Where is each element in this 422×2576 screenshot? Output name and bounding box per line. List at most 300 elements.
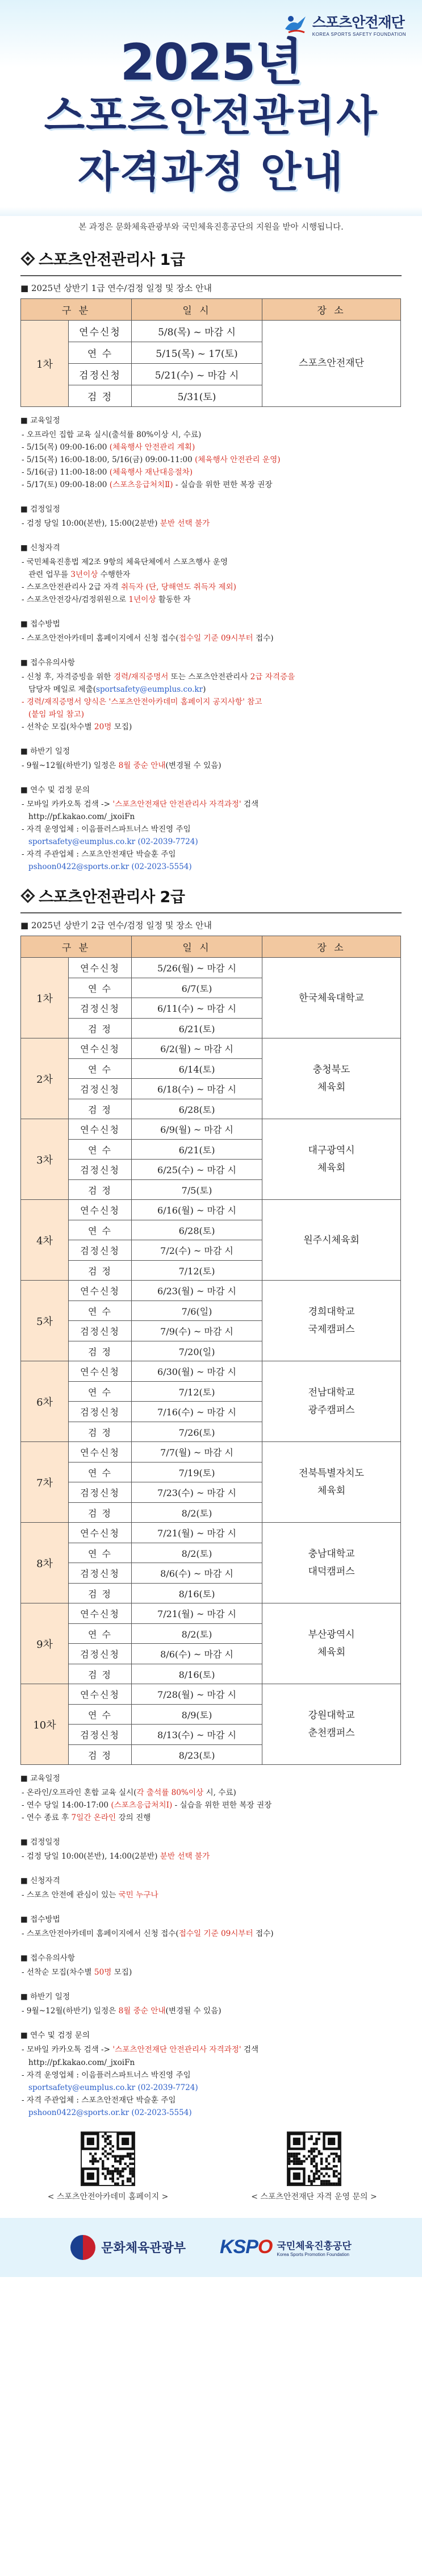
- info-text: - 5/15(목) 09:00-16:00: [22, 443, 110, 452]
- session-date: 6/30(월) ~ 마감 시: [132, 1361, 262, 1382]
- table-row: [21, 1038, 401, 1059]
- session-step: 연수신청: [69, 1603, 132, 1624]
- session-date: 8/2(토): [132, 1502, 262, 1523]
- info-text: 시, 수료): [203, 1788, 236, 1798]
- info-line: [20, 848, 402, 861]
- place-line: 대덕캠퍼스: [308, 1565, 355, 1577]
- session-step: 연 수: [69, 1462, 132, 1482]
- session-date: 8/13(수) ~ 마감 시: [132, 1725, 262, 1745]
- table-row: [21, 1200, 401, 1220]
- place-line: 체육회: [317, 1646, 346, 1658]
- info-text: 분반 선택 불가: [160, 519, 210, 529]
- session-date: 8/16(토): [132, 1583, 262, 1603]
- info-text: - 실습을 위한 편한 복장 권장: [172, 1801, 272, 1810]
- info-line: [20, 721, 402, 733]
- session-date: 6/28(토): [132, 1220, 262, 1240]
- info-text: 접수일 기준 09시부터: [178, 1929, 253, 1939]
- qr-academy[interactable]: [23, 2132, 193, 2202]
- grade2-heading: [20, 884, 402, 907]
- info-text: - 자격 주관업체 : 스포츠안전재단 박슬훈 주임: [22, 2095, 176, 2105]
- qr-inquiry-caption: < 스포츠안전재단 자격 운영 문의 >: [251, 2192, 377, 2201]
- info-text: - 9월~12월(하반기) 일정은: [22, 2006, 119, 2016]
- session-step: 검정신청: [69, 1563, 132, 1584]
- grade2-table-caption: ■ 2025년 상반기 2급 연수/검정 일정 및 장소 안내: [20, 919, 402, 931]
- grade1-section: [0, 247, 422, 873]
- info-text: - 스포츠안전아카데미 홈페이지에서 신청 접수(: [22, 634, 179, 643]
- info-block: [20, 656, 402, 733]
- info-text: - 검정 당일 10:00(본반), 14:00(2분반): [22, 1852, 160, 1862]
- info-text: (체육행사 안전관리 계획): [109, 443, 195, 452]
- info-line: [20, 1786, 402, 1799]
- table-row: [21, 958, 401, 978]
- info-heading: ■ 하반기 일정: [20, 1990, 402, 2001]
- info-text: - 경력/재직증명서 양식은 '스포츠안전아카데미 홈페이지 공지사항' 참고: [22, 697, 262, 707]
- info-text: 경력/재직증명서: [113, 672, 169, 682]
- session-place: [262, 1442, 401, 1523]
- info-text: 1년이상: [128, 595, 156, 605]
- session-step: 검 정: [69, 385, 132, 407]
- session-date: 7/16(수) ~ 마감 시: [132, 1402, 262, 1422]
- info-text: - 자격 주관업체 : 스포츠안전재단 박슬훈 주임: [22, 850, 176, 859]
- session-step: 검 정: [69, 1341, 132, 1361]
- session-step: 연수신청: [69, 1684, 132, 1705]
- session-number: 7차: [21, 1442, 69, 1523]
- info-text: 수행한자: [98, 570, 131, 580]
- session-date: 5/15(목) ~ 17(토): [132, 342, 262, 364]
- info-text: sportsafety@eumplus.co.kr (02-2039-7724): [28, 837, 198, 847]
- session-step: 검정신청: [69, 1079, 132, 1099]
- grade2-title: 스포츠안전관리사 2급: [39, 888, 185, 907]
- session-date: 7/12(토): [132, 1260, 262, 1281]
- session-step: 연수신청: [69, 958, 132, 978]
- place-line: 춘천캠퍼스: [308, 1727, 355, 1739]
- info-line: [20, 581, 402, 593]
- place-line: 충남대학교: [308, 1548, 355, 1560]
- info-text: 취득자 (단, 당해연도 취득자 제외): [120, 583, 236, 592]
- info-text: 2급 자격증을: [250, 672, 295, 682]
- info-text: (붙임 파일 참고): [28, 710, 85, 720]
- grade1-table-caption: ■ 2025년 상반기 1급 연수/검정 일정 및 장소 안내: [20, 282, 402, 294]
- info-block: [20, 1874, 402, 1901]
- session-step: 연수신청: [69, 1523, 132, 1543]
- logo-name-en: KOREA SPORTS SAFETY FOUNDATION: [312, 32, 406, 37]
- session-date: 7/12(토): [132, 1381, 262, 1402]
- qr-academy-caption: < 스포츠안전아카데미 홈페이지 >: [47, 2192, 169, 2201]
- session-date: 7/21(월) ~ 마감 시: [132, 1523, 262, 1543]
- place-line: 대구광역시: [308, 1145, 355, 1157]
- grade2-schedule-table: [20, 936, 401, 1765]
- info-heading: ■ 접수유의사항: [20, 1951, 402, 1963]
- session-step: 검 정: [69, 1583, 132, 1603]
- session-date: 6/21(토): [132, 1139, 262, 1160]
- qr-code-icon[interactable]: [287, 2132, 341, 2186]
- info-text: (스포츠응급처치Ⅱ): [109, 480, 173, 490]
- session-step: 검 정: [69, 1099, 132, 1119]
- info-text: '스포츠안전재단 안전관리사 자격과정': [112, 800, 241, 809]
- info-text: 국민 누구나: [118, 1891, 158, 1900]
- session-date: 8/9(토): [132, 1704, 262, 1725]
- info-line: [20, 683, 402, 696]
- session-place: [262, 1119, 401, 1200]
- session-date: 6/21(토): [132, 1018, 262, 1038]
- mcst-logo: [70, 2235, 186, 2260]
- session-place: [262, 1684, 401, 1765]
- place-line: 스포츠안전재단: [299, 358, 364, 369]
- info-text: 각 출석률 80%이상: [136, 1788, 204, 1798]
- info-text: 관련 업무를: [28, 570, 71, 580]
- info-text: pshoon0422@sports.or.kr (02-2023-5554): [28, 2108, 192, 2117]
- diamond-bullet-icon: [20, 251, 35, 265]
- place-line: 원주시체육회: [303, 1234, 360, 1246]
- info-line: [20, 2106, 402, 2119]
- session-number: 6차: [21, 1361, 69, 1442]
- info-text: 8월 중순 안내: [118, 761, 166, 771]
- info-heading: ■ 교육일정: [20, 414, 402, 425]
- info-text: 접수일 기준 09시부터: [178, 634, 253, 643]
- session-date: 7/19(토): [132, 1462, 262, 1482]
- info-heading: ■ 검정일정: [20, 1835, 402, 1847]
- info-block: [20, 1835, 402, 1863]
- session-number: 3차: [21, 1119, 69, 1200]
- session-date: 8/2(토): [132, 1543, 262, 1563]
- info-text: - 9월~12월(하반기) 일정은: [22, 761, 119, 771]
- grade2-info: [20, 1772, 402, 2118]
- session-date: 5/21(수) ~ 마감 시: [132, 364, 262, 385]
- session-step: 검 정: [69, 1179, 132, 1200]
- qr-code-icon[interactable]: [81, 2132, 135, 2186]
- place-line: 체육회: [317, 1485, 346, 1497]
- grade1-title: 스포츠안전관리사 1급: [39, 251, 185, 269]
- session-step: 연 수: [69, 1543, 132, 1563]
- info-text: 강의 진행: [116, 1813, 151, 1823]
- session-date: 7/2(수) ~ 마감 시: [132, 1240, 262, 1261]
- session-number: 10차: [21, 1684, 69, 1765]
- info-line: [20, 696, 402, 708]
- place-line: 국제캠퍼스: [308, 1323, 355, 1335]
- kspo-logo: [220, 2236, 352, 2258]
- session-date: 7/21(월) ~ 마감 시: [132, 1603, 262, 1624]
- table-row: [21, 1523, 401, 1543]
- session-date: 6/23(월) ~ 마감 시: [132, 1281, 262, 1301]
- info-text: - 온라인/오프라인 혼합 교육 실시(: [22, 1788, 137, 1798]
- kspo-mark-b: O: [257, 2236, 273, 2258]
- qr-inquiry[interactable]: [229, 2132, 399, 2202]
- info-text: http://pf.kakao.com/_jxoiFn: [28, 2058, 135, 2067]
- session-step: 연 수: [69, 1058, 132, 1079]
- info-text: 20명: [94, 722, 112, 732]
- session-step: 검정신청: [69, 364, 132, 385]
- session-date: 6/18(수) ~ 마감 시: [132, 1079, 262, 1099]
- session-date: 6/9(월) ~ 마감 시: [132, 1119, 262, 1140]
- place-line: 체육회: [317, 1162, 346, 1174]
- session-date: 7/23(수) ~ 마감 시: [132, 1482, 262, 1503]
- info-line: [20, 1889, 402, 1901]
- session-date: 7/20(일): [132, 1341, 262, 1361]
- info-block: [20, 745, 402, 772]
- session-date: 8/2(토): [132, 1623, 262, 1644]
- session-place: [262, 1603, 401, 1684]
- session-number: 5차: [21, 1281, 69, 1361]
- session-step: 연수신청: [69, 1361, 132, 1382]
- session-number: 9차: [21, 1603, 69, 1684]
- info-heading: ■ 접수방법: [20, 1913, 402, 1924]
- info-line: [20, 1966, 402, 1979]
- info-text: - 실습을 위한 편한 복장 권장: [173, 480, 273, 490]
- session-step: 연수신청: [69, 1442, 132, 1462]
- session-step: 연수신청: [69, 1200, 132, 1220]
- session-step: 연 수: [69, 1301, 132, 1321]
- info-text: 검색: [241, 800, 259, 809]
- info-heading: ■ 하반기 일정: [20, 745, 402, 756]
- info-block: [20, 541, 402, 606]
- place-line: 전남대학교: [308, 1387, 355, 1399]
- session-date: 7/5(토): [132, 1179, 262, 1200]
- header-banner: [0, 0, 422, 216]
- table-header-category: 구 분: [21, 299, 132, 321]
- session-step: 검정신청: [69, 1644, 132, 1664]
- session-step: 검정신청: [69, 1240, 132, 1261]
- table-row: [21, 1281, 401, 1301]
- session-step: 검 정: [69, 1018, 132, 1038]
- info-line: [20, 479, 402, 491]
- info-line: [20, 1850, 402, 1863]
- info-text: sportsafety@eumplus.co.kr (02-2039-7724): [28, 2083, 198, 2092]
- info-text: (체육행사 안전관리 운영): [194, 455, 281, 465]
- qr-row: [0, 2132, 422, 2202]
- info-text: (스포츠응급처치Ⅰ): [111, 1801, 173, 1810]
- session-date: 6/11(수) ~ 마감 시: [132, 998, 262, 1019]
- info-block: [20, 1913, 402, 1940]
- table-row: [21, 1603, 401, 1624]
- info-line: [20, 708, 402, 721]
- session-number: 2차: [21, 1038, 69, 1119]
- session-step: 검정신청: [69, 1402, 132, 1422]
- info-text: - 모바일 카카오톡 검색 ->: [22, 800, 113, 809]
- info-line: [20, 441, 402, 454]
- session-step: 연수신청: [69, 1038, 132, 1059]
- info-line: [20, 632, 402, 645]
- place-line: 부산광역시: [308, 1629, 355, 1641]
- info-line: [20, 593, 402, 606]
- session-date: 8/6(수) ~ 마감 시: [132, 1563, 262, 1584]
- info-text: (체육행사 재난대응절차): [109, 468, 193, 477]
- kspo-mark: [220, 2236, 272, 2258]
- table-header-place: 장 소: [262, 936, 401, 958]
- info-text: '스포츠안전재단 안전관리사 자격과정': [112, 2045, 241, 2055]
- info-text: 접수): [253, 1929, 274, 1939]
- session-date: 5/26(월) ~ 마감 시: [132, 958, 262, 978]
- place-line: 충청북도: [312, 1064, 350, 1076]
- info-line: [20, 556, 402, 568]
- info-text: 모집): [111, 722, 132, 732]
- footer-sponsors: [0, 2218, 422, 2277]
- session-step: 연수신청: [69, 321, 132, 342]
- info-text: 3년이상: [70, 570, 98, 580]
- session-place: [262, 1200, 401, 1281]
- info-heading: ■ 연수 및 검정 문의: [20, 783, 402, 795]
- session-step: 검 정: [69, 1502, 132, 1523]
- session-step: 검정신청: [69, 1321, 132, 1341]
- session-step: 검정신청: [69, 1725, 132, 1745]
- grade2-rule: [20, 912, 402, 913]
- grade1-rule: [20, 275, 402, 276]
- info-text: pshoon0422@sports.or.kr (02-2023-5554): [28, 862, 192, 872]
- info-line: [20, 454, 402, 466]
- info-line: [20, 2094, 402, 2106]
- info-text: - 스포츠안전아카데미 홈페이지에서 신청 접수(: [22, 1929, 179, 1939]
- info-text: 8월 중순 안내: [118, 2006, 166, 2016]
- session-number: 1차: [21, 958, 69, 1038]
- session-date: 8/16(토): [132, 1664, 262, 1684]
- info-text: (변경될 수 있음): [165, 761, 222, 771]
- table-header-category: 구 분: [21, 936, 132, 958]
- session-step: 연수신청: [69, 1119, 132, 1140]
- session-step: 검 정: [69, 1260, 132, 1281]
- support-notice: 본 과정은 문화체육관광부와 국민체육진흥공단의 지원을 받아 시행됩니다.: [78, 223, 344, 232]
- info-text: - 국민체육진흥법 제2조 9항의 체육단체에서 스포츠행사 운영: [22, 558, 228, 567]
- info-text: - 선착순 모집(차수별: [22, 722, 94, 732]
- session-date: 5/31(토): [132, 385, 262, 407]
- info-line: [20, 811, 402, 823]
- info-text: - 모바일 카카오톡 검색 ->: [22, 2045, 113, 2055]
- info-line: [20, 671, 402, 683]
- title-line-1: 스포츠안전관리사: [44, 92, 378, 140]
- session-date: 6/7(토): [132, 978, 262, 998]
- info-heading: ■ 검정일정: [20, 502, 402, 514]
- info-text: - 5/16(금) 11:00-18:00: [22, 468, 110, 477]
- grade1-schedule-table: [20, 298, 401, 407]
- session-number: 4차: [21, 1200, 69, 1281]
- info-text: 접수): [253, 634, 274, 643]
- info-text: - 5/17(토) 09:00-18:00: [22, 480, 110, 490]
- session-step: 검정신청: [69, 1160, 132, 1180]
- info-line: [20, 2056, 402, 2069]
- info-text: (변경될 수 있음): [165, 2006, 222, 2016]
- session-number: 1차: [21, 321, 69, 407]
- info-text: - 스포츠안전강사/검정위원으로: [22, 595, 129, 605]
- session-number: 8차: [21, 1523, 69, 1603]
- place-line: 전북특별자치도: [299, 1468, 364, 1480]
- table-header-datetime: 일 시: [132, 299, 262, 321]
- session-place: [262, 1281, 401, 1361]
- info-text: - 연수 당일 14:00-17:00: [22, 1801, 111, 1810]
- info-heading: ■ 연수 및 검정 문의: [20, 2029, 402, 2040]
- info-text: ): [203, 685, 206, 695]
- session-step: 검 정: [69, 1422, 132, 1442]
- session-step: 연 수: [69, 1139, 132, 1160]
- info-text: - 스포츠안전관리사 2급 자격: [22, 583, 121, 592]
- session-date: 6/28(토): [132, 1099, 262, 1119]
- table-row: [21, 1361, 401, 1382]
- info-text: - 5/15(목) 16:00-18:00, 5/16(금) 09:00-11:00: [22, 455, 195, 465]
- session-date: 8/23(토): [132, 1744, 262, 1765]
- info-line: [20, 2069, 402, 2081]
- info-text: sportsafety@eumplus.co.kr: [96, 685, 203, 695]
- session-step: 연수신청: [69, 1281, 132, 1301]
- session-place: [262, 321, 401, 407]
- info-text: - 선착순 모집(차수별: [22, 1968, 94, 1977]
- session-step: 연 수: [69, 342, 132, 364]
- info-text: 활동한 자: [156, 595, 191, 605]
- place-line: 광주캠퍼스: [308, 1404, 355, 1416]
- table-header-datetime: 일 시: [132, 936, 262, 958]
- session-date: 7/9(수) ~ 마감 시: [132, 1321, 262, 1341]
- info-block: [20, 414, 402, 491]
- info-text: - 자격 운영업체 : 이음플러스파트너스 박진영 주임: [22, 2070, 191, 2080]
- session-step: 검 정: [69, 1744, 132, 1765]
- diamond-bullet-icon: [20, 888, 35, 903]
- table-header-place: 장 소: [262, 299, 401, 321]
- session-date: 6/25(수) ~ 마감 시: [132, 1160, 262, 1180]
- info-text: 7일간 온라인: [71, 1813, 116, 1823]
- info-line: [20, 861, 402, 873]
- table-row: [21, 1684, 401, 1705]
- session-date: 7/28(월) ~ 마감 시: [132, 1684, 262, 1705]
- info-block: [20, 783, 402, 873]
- grade1-heading: [20, 247, 402, 269]
- info-line: [20, 2043, 402, 2056]
- session-place: [262, 958, 401, 1038]
- title-year: 2025년: [120, 33, 302, 92]
- info-line: [20, 836, 402, 848]
- logo-name-ko: 스포츠안전재단: [312, 14, 404, 31]
- info-line: [20, 798, 402, 811]
- info-text: - 자격 운영업체 : 이음플러스파트너스 박진영 주임: [22, 825, 191, 834]
- info-line: [20, 1811, 402, 1824]
- info-line: [20, 2005, 402, 2017]
- table-row: [21, 1119, 401, 1140]
- info-line: [20, 2081, 402, 2094]
- info-text: 또는 스포츠안전관리사: [168, 672, 250, 682]
- session-place: [262, 1361, 401, 1442]
- info-line: [20, 1927, 402, 1940]
- session-date: 6/14(토): [132, 1058, 262, 1079]
- kspo-name-en: Korea Sports Promotion Foundation: [277, 2251, 350, 2257]
- session-step: 검 정: [69, 1664, 132, 1684]
- mcst-name: 문화체육관광부: [101, 2241, 186, 2256]
- place-line: 경희대학교: [308, 1306, 355, 1318]
- session-step: 연 수: [69, 978, 132, 998]
- kspo-mark-a: KSP: [220, 2236, 258, 2258]
- session-date: 6/2(월) ~ 마감 시: [132, 1038, 262, 1059]
- info-block: [20, 1951, 402, 1979]
- info-block: [20, 1772, 402, 1824]
- info-heading: ■ 접수방법: [20, 617, 402, 629]
- info-line: [20, 1799, 402, 1811]
- session-step: 연 수: [69, 1623, 132, 1644]
- info-text: 모집): [111, 1968, 132, 1977]
- info-block: [20, 2029, 402, 2118]
- info-line: [20, 823, 402, 836]
- info-heading: ■ 교육일정: [20, 1772, 402, 1783]
- info-heading: ■ 신청자격: [20, 541, 402, 552]
- info-text: 50명: [94, 1968, 112, 1977]
- info-block: [20, 502, 402, 530]
- info-line: [20, 517, 402, 530]
- place-line: 강원대학교: [308, 1710, 355, 1722]
- header-bottom-band: [0, 207, 422, 216]
- session-date: 7/26(토): [132, 1422, 262, 1442]
- info-text: http://pf.kakao.com/_jxoiFn: [28, 812, 135, 822]
- info-text: - 스포츠 안전에 관심이 있는: [22, 1891, 119, 1900]
- session-date: 5/8(목) ~ 마감 시: [132, 321, 262, 342]
- session-date: 7/7(월) ~ 마감 시: [132, 1442, 262, 1462]
- session-date: 7/6(일): [132, 1301, 262, 1321]
- kspo-name-ko: 국민체육진흥공단: [277, 2240, 352, 2252]
- session-date: 6/16(월) ~ 마감 시: [132, 1200, 262, 1220]
- info-line: [20, 568, 402, 581]
- info-text: - 신청 후, 자격증빙을 위한: [22, 672, 114, 682]
